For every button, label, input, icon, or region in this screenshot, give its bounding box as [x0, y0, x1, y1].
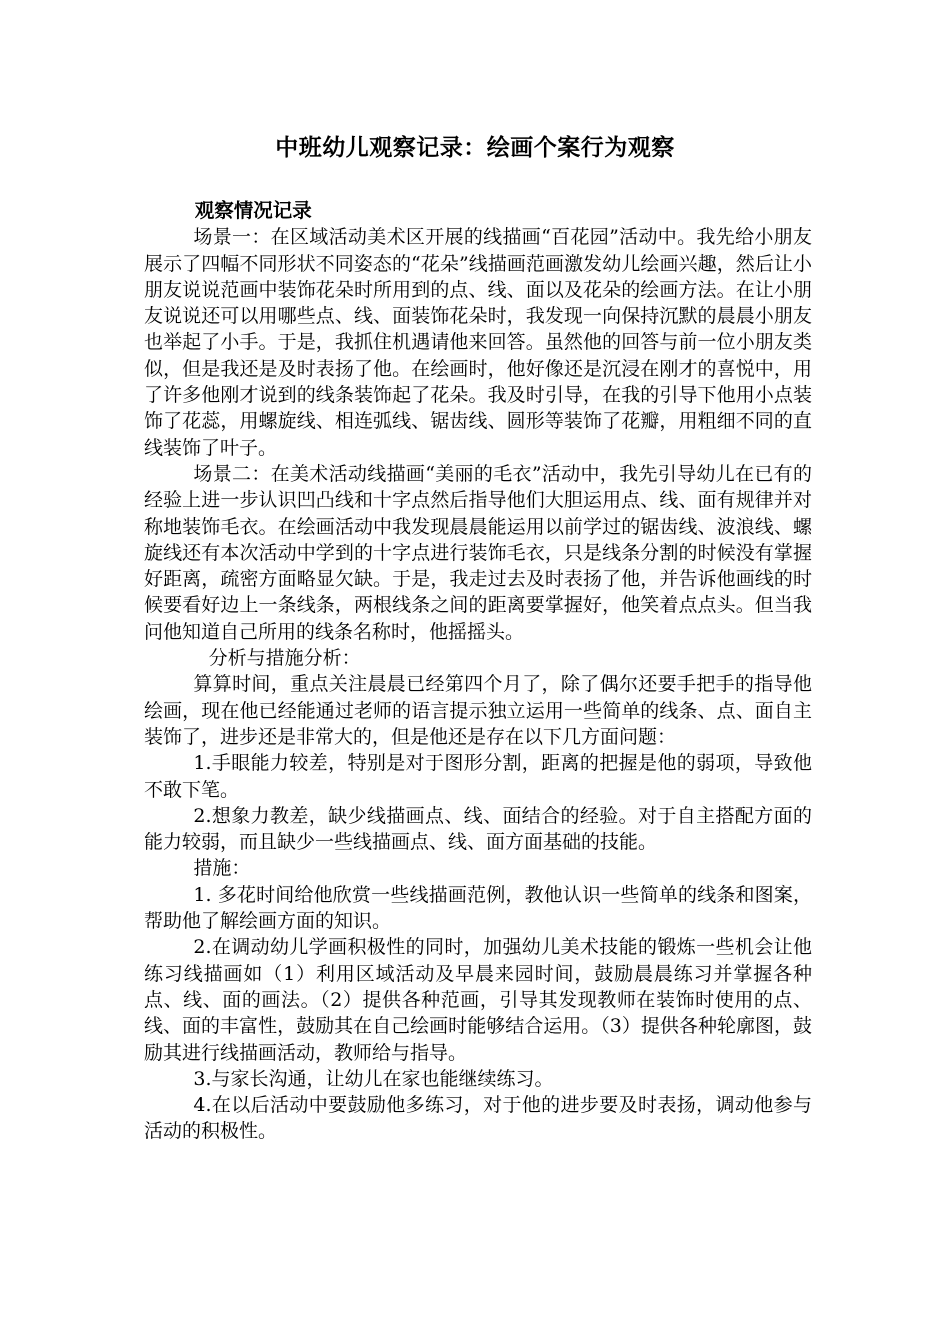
analysis-heading: 分析与措施分析：	[208, 647, 361, 670]
scene-one-paragraph: 场景一：在区域活动美术区开展的线描画“百花园”活动中。我先给小朋友展示了四幅不同形状不同姿态的“花朵”线描画范画激发幼儿绘画兴趣，然后让小朋友说说范画中装饰花朵时所用到的点、线、面以及花朵的绘画方法。在让小朋友说说还可以用哪些点、线、面装饰花朵时，我发现一向保持沉默的晨晨小朋友也举起了小手。于是，我抓住机遇请他来回答。虽然他的回答与前一位小朋友类似，但是我还是及时表扬了他。在绘画时，他好像还是沉浸在刚才的喜悦中，用了许多他刚才说到的线条装饰起了花朵。我及时引导，在我的引导下他用小点装饰了花蕊，用螺旋线、相连弧线、锯齿线、圆形等装饰了花瓣，用粗细不同的直线装饰了叶子。	[144, 226, 812, 459]
measure-item: 1. 多花时间给他欣赏一些线描画范例，教他认识一些简单的线条和图案，帮助他了解绘画方面的知识。	[144, 883, 812, 933]
measure-item: 2.在调动幼儿学画积极性的同时，加强幼儿美术技能的锻炼一些机会让他练习线描画如（1）利用区域活动及早晨来园时间，鼓励晨晨练习并掌握各种点、线、面的画法。（2）提供各种范画，引导其发现教师在装饰时使用的点、线、面的丰富性，鼓励其在自己绘画时能够结合运用。（3）提供各种轮廓图，鼓励其进行线描画活动，教师给与指导。	[144, 936, 812, 1064]
section-heading: 观察情况记录	[194, 199, 312, 222]
problem-item: 1.手眼能力较差，特别是对于图形分割，距离的把握是他的弱项，导致他不敢下笔。	[144, 752, 812, 801]
document-title: 中班幼儿观察记录：绘画个案行为观察	[275, 134, 675, 161]
measure-item: 4.在以后活动中要鼓励他多练习，对于他的进步要及时表扬，调动他参与活动的积极性。	[144, 1094, 812, 1143]
document-body	[144, 198, 812, 1145]
problem-item: 2.想象力教差，缺少线描画点、线、面结合的经验。对于自主搭配方面的能力较弱，而且缺少一些线描画点、线、面方面基础的技能。	[144, 804, 812, 854]
scene-two-paragraph: 场景二：在美术活动线描画“美丽的毛衣”活动中，我先引导幼儿在已有的经验上进一步认识凹凸线和十字点然后指导他们大胆运用点、线、面有规律并对称地装饰毛衣。在绘画活动中我发现晨晨能运用以前学过的锯齿线、波浪线、螺旋线还有本次活动中学到的十字点进行装饰毛衣，只是线条分割的时候没有掌握好距离，疏密方面略显欠缺。于是，我走过去及时表扬了他，并告诉他画线的时候要看好边上一条线条，两根线条之间的距离要掌握好，他笑着点点头。但当我问他知道自己所用的线条名称时，他摇摇头。	[144, 462, 812, 643]
measure-item: 3.与家长沟通，让幼儿在家也能继续练习。	[193, 1067, 554, 1090]
analysis-paragraph: 算算时间，重点关注晨晨已经第四个月了，除了偶尔还要手把手的指导他绘画，现在他已经能通过老师的语言提示独立运用一些简单的线条、点、面自主装饰了，进步还是非常大的，但是他还是存在以下几方面问题：	[144, 673, 812, 748]
measures-heading: 措施：	[193, 857, 251, 880]
